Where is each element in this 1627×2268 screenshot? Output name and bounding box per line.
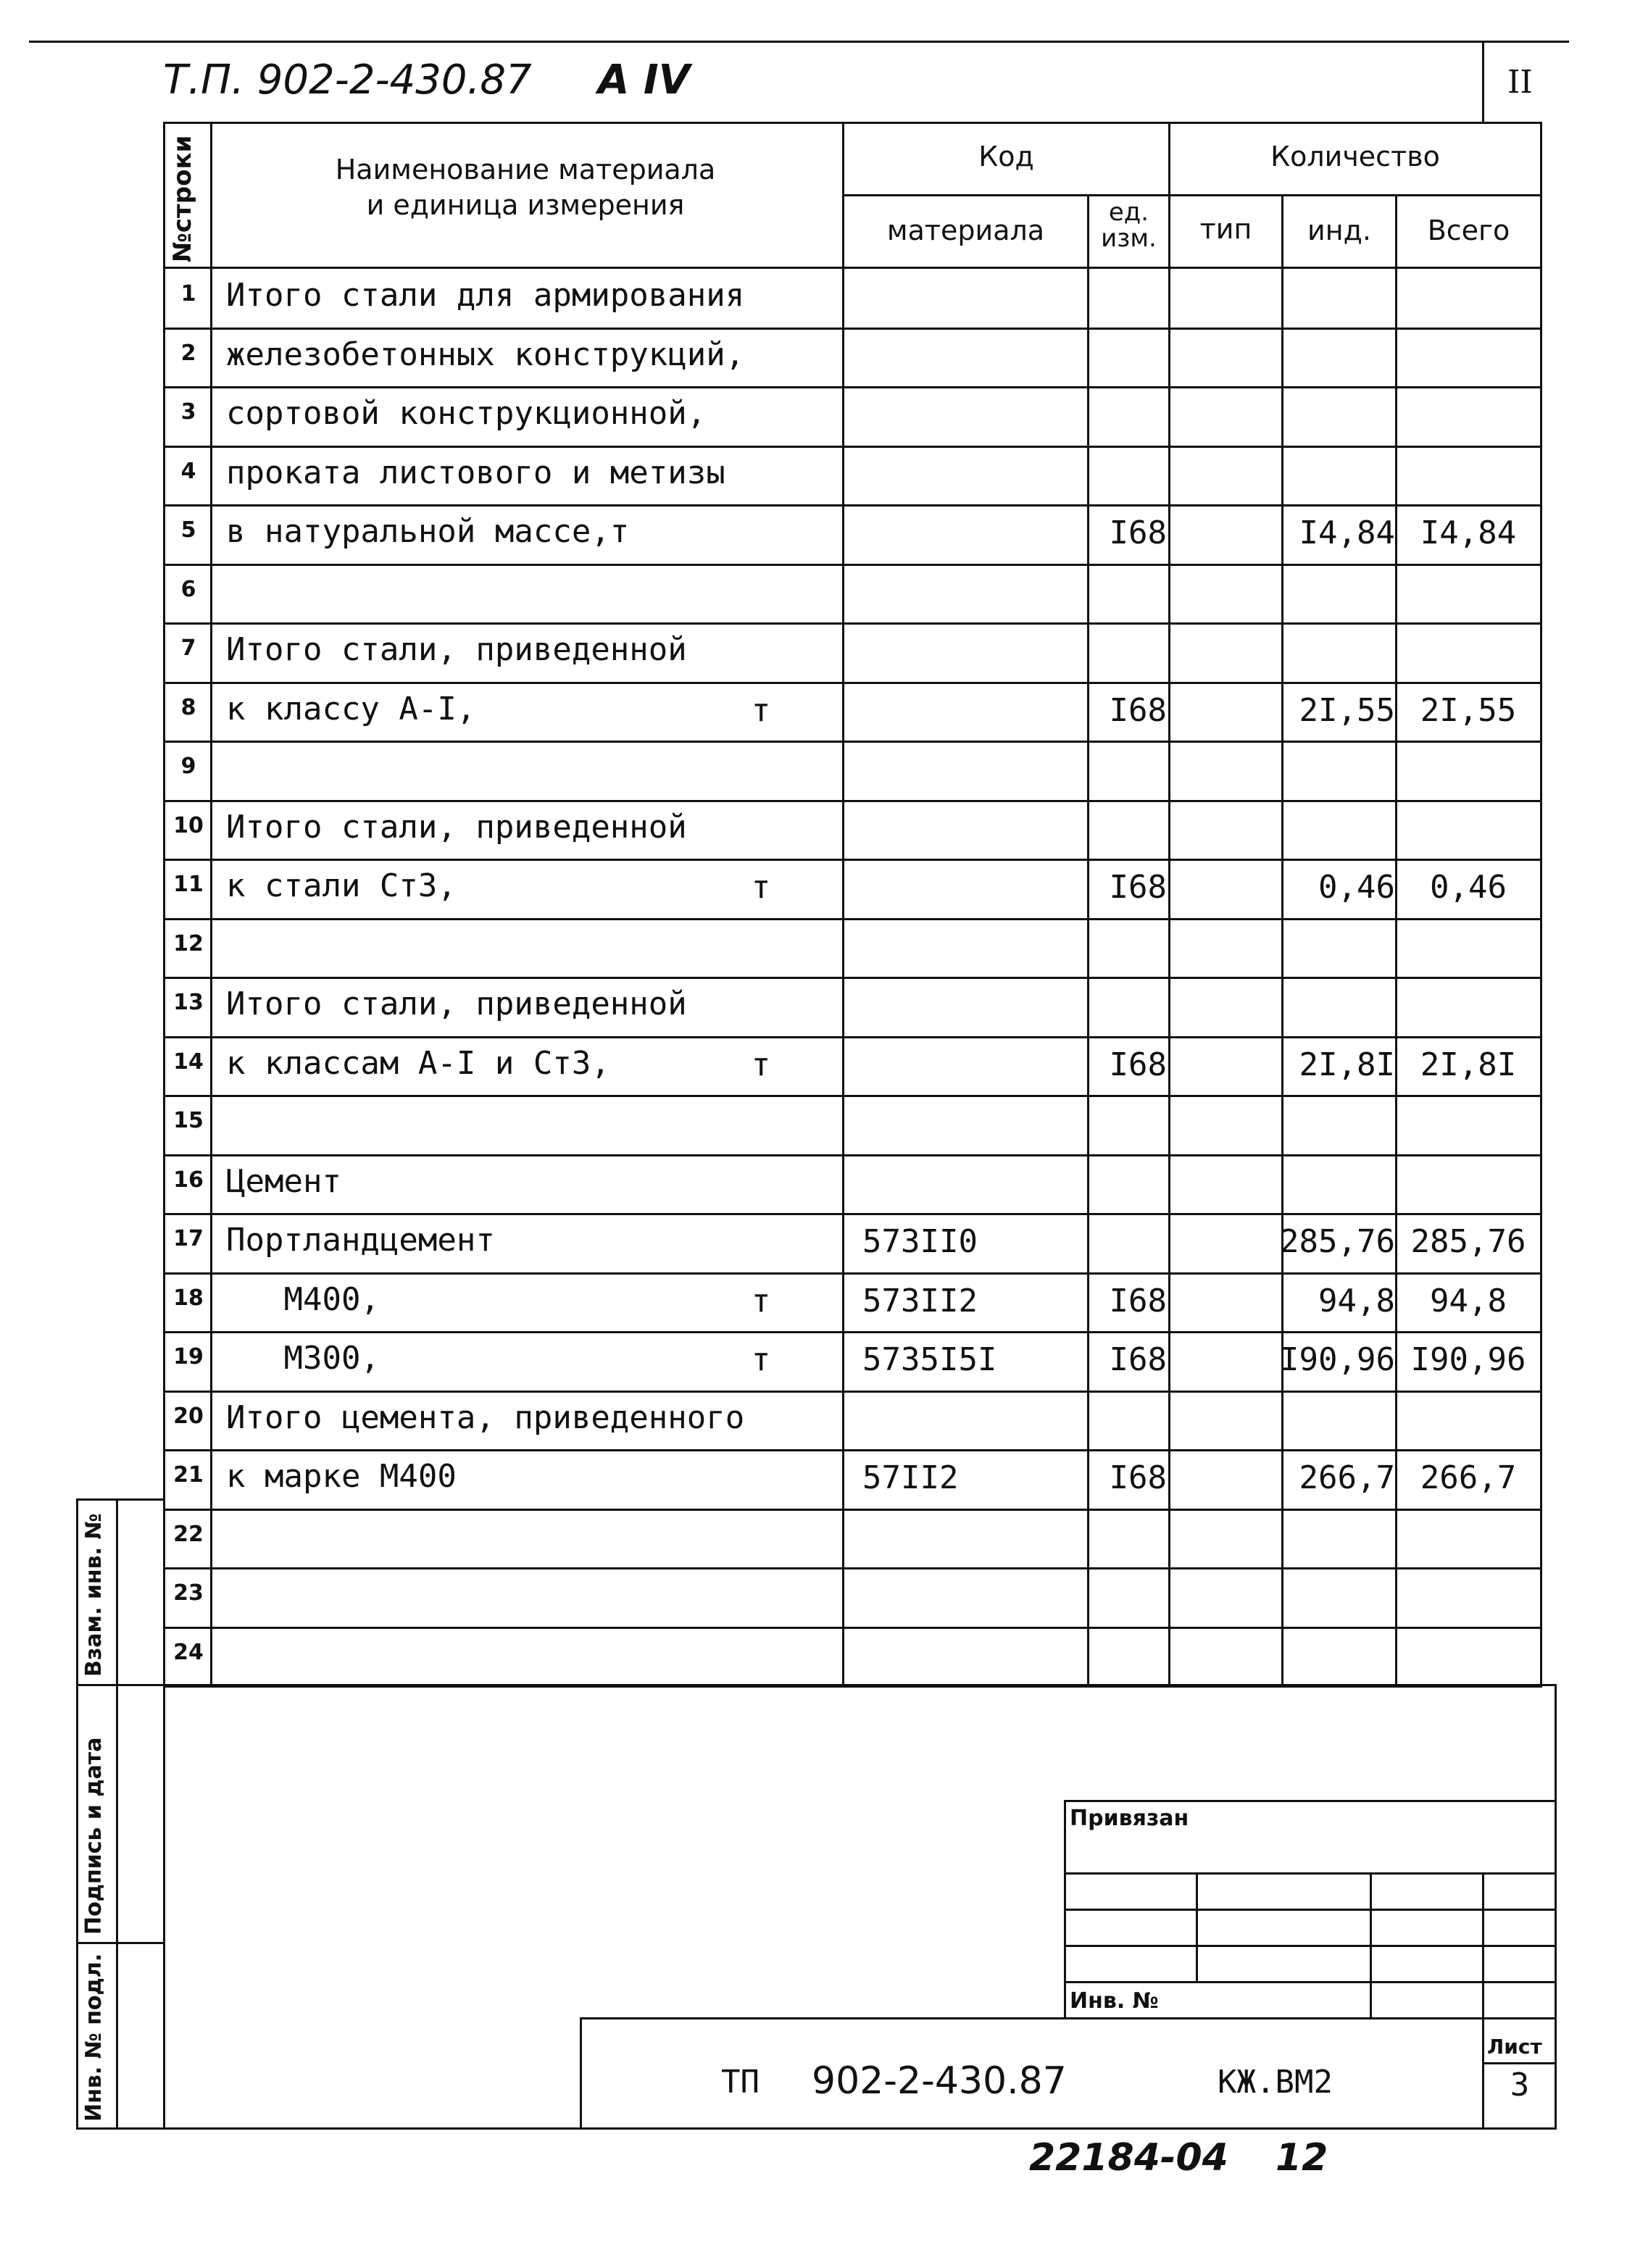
table-cell-name: к стали Ст3, [226, 867, 457, 904]
table-cell-name: к классу А-I, [226, 691, 476, 727]
stamp-grid-v3 [1482, 1872, 1484, 2017]
stamp-privyazan-label: Привязан [1070, 1806, 1189, 1831]
table-cell-n: 6 [180, 577, 196, 602]
table-cell-name: сортовой конструкционной, [226, 395, 707, 432]
table-cell-n: 9 [180, 754, 196, 779]
table-row-divider [163, 1154, 1542, 1156]
header-code-unit-line1: ед. [1108, 198, 1149, 227]
header-row-number: №строки [168, 135, 197, 262]
table-cell-n: 4 [180, 459, 196, 484]
header-code-unit [1089, 200, 1168, 251]
album-number: А IV [598, 57, 691, 104]
table-cell-name: проката листового и метизы [226, 454, 725, 491]
stamp-list-left [1482, 2017, 1484, 2129]
col-line-mat [1087, 194, 1089, 1684]
table-cell-u: т [751, 1283, 771, 1319]
frame-top [163, 1684, 1557, 1686]
table-row-divider [163, 504, 1542, 506]
side-label-zam-inv: Взам. инв. № [81, 1513, 107, 1677]
table-cell-n: 17 [173, 1226, 204, 1251]
table-row-divider [163, 1627, 1542, 1629]
table-row-divider [163, 859, 1542, 861]
table-cell-n: 19 [173, 1344, 204, 1369]
table-cell-unit: I68 [1109, 692, 1167, 729]
table-cell-ind: 94,8 [1318, 1283, 1395, 1319]
side-strip-line2 [76, 1942, 163, 1944]
header-bottom-line [163, 267, 1542, 269]
table-cell-total: 2I,55 [1420, 692, 1517, 729]
header-name-line2: и единица измерения [366, 189, 685, 222]
table-cell-u: т [751, 1046, 771, 1083]
side-label-podpis: Подпись и дата [81, 1737, 107, 1935]
table-row-divider [163, 446, 1542, 448]
table-cell-n: 18 [173, 1285, 204, 1311]
header-mid-line [842, 194, 1542, 196]
table-cell-ind: 2I,55 [1299, 692, 1395, 729]
table-cell-total: 266,7 [1420, 1459, 1517, 1496]
table-cell-total: 285,76 [1410, 1223, 1526, 1260]
table-cell-ind: 0,46 [1318, 869, 1395, 906]
table-row-divider [163, 682, 1542, 684]
table-cell-mat: 573II0 [862, 1223, 978, 1260]
table-row-divider [163, 1213, 1542, 1215]
table-cell-name: к марке М400 [226, 1458, 457, 1495]
table-cell-name: в натуральной массе,т [226, 513, 630, 550]
header-code-unit-line2: изм. [1101, 223, 1157, 253]
table-cell-unit: I68 [1109, 1046, 1167, 1083]
table-row-divider [163, 1095, 1542, 1097]
table-cell-name: Итого стали, приведенной [226, 809, 687, 846]
stamp-title-top [580, 2017, 1557, 2019]
stamp-list-value: 3 [1510, 2067, 1530, 2104]
table-row-divider [163, 328, 1542, 330]
table-cell-n: 13 [173, 990, 204, 1015]
table-cell-total: I90,96 [1410, 1341, 1526, 1378]
doc-code: Т.П. 902-2-430.87 [163, 57, 532, 104]
table-cell-ind: 285,76 [1280, 1223, 1395, 1260]
table-cell-name: Итого стали, приведенной [226, 631, 687, 668]
header-name-line1: Наименование материала [335, 154, 716, 185]
table-cell-n: 5 [180, 517, 196, 543]
table-cell-n: 24 [173, 1640, 204, 1665]
table-cell-n: 15 [173, 1108, 204, 1133]
table-row-divider [163, 977, 1542, 979]
header-q-total: Всего [1427, 214, 1510, 246]
stamp-list-label: Лист [1487, 2035, 1542, 2059]
header-name [214, 152, 837, 224]
table-cell-u: т [751, 869, 771, 906]
stamp-privyazan-top [1064, 1800, 1557, 1802]
footer-page-number: 12 [1276, 2136, 1328, 2180]
sheet-page: II [1507, 64, 1533, 101]
table-row-divider [163, 1272, 1542, 1275]
frame-left [163, 1684, 165, 2129]
table-cell-unit: I68 [1109, 1283, 1167, 1319]
table-cell-n: 23 [173, 1580, 204, 1606]
table-cell-unit: I68 [1109, 1341, 1167, 1378]
table-cell-name: Итого стали, приведенной [226, 985, 687, 1022]
table-cell-n: 8 [180, 695, 196, 720]
table-cell-n: 3 [180, 399, 196, 425]
table-cell-name: Итого стали для армирования [226, 277, 745, 314]
table-cell-total: I4,84 [1420, 514, 1517, 551]
table-row-divider [163, 1449, 1542, 1451]
table-cell-mat: 573II2 [862, 1283, 978, 1319]
table-cell-name: Портландцемент [226, 1222, 495, 1259]
side-label-inv-podl: Инв. № подл. [81, 1953, 107, 2122]
table-cell-n: 22 [173, 1522, 204, 1547]
header-top-line [163, 122, 1542, 124]
table-row-divider [163, 800, 1542, 802]
table-cell-ind: 2I,8I [1299, 1046, 1395, 1083]
col-line-ind [1395, 194, 1397, 1684]
table-cell-unit: I68 [1109, 869, 1167, 906]
header-quantity: Количество [1270, 141, 1440, 172]
table-cell-n: 7 [180, 635, 196, 661]
table-cell-n: 2 [180, 341, 196, 366]
table-cell-name: М300, [226, 1340, 380, 1377]
table-cell-n: 10 [173, 813, 204, 838]
stamp-doc-suffix: КЖ.ВМ2 [1218, 2064, 1333, 2101]
table-row-divider [163, 386, 1542, 388]
stamp-inv-label: Инв. № [1070, 1988, 1159, 2014]
stamp-doc-prefix: ТП [721, 2064, 760, 2101]
table-cell-n: 1 [180, 281, 196, 307]
side-strip-top [76, 1498, 163, 1501]
table-cell-total: 94,8 [1430, 1283, 1507, 1319]
side-strip-mid [116, 1498, 118, 2129]
table-row-divider [163, 1509, 1542, 1511]
table-cell-n: 20 [173, 1404, 204, 1429]
table-row-divider [163, 741, 1542, 743]
header-q-ind: инд. [1307, 214, 1371, 246]
table-cell-u: т [751, 1341, 771, 1378]
stamp-doc-number: 902-2-430.87 [812, 2059, 1067, 2103]
table-cell-mat: 5735I5I [862, 1341, 997, 1378]
table-cell-unit: I68 [1109, 1459, 1167, 1496]
table-cell-name: Цемент [226, 1163, 341, 1200]
frame-bottom [76, 2127, 1557, 2130]
table-cell-ind: 266,7 [1299, 1459, 1395, 1496]
table-cell-n: 14 [173, 1049, 204, 1075]
stamp-grid-v2 [1370, 1872, 1372, 2017]
top-rule [29, 41, 1569, 43]
table-row-divider [163, 622, 1542, 625]
table-cell-n: 12 [173, 931, 204, 956]
table-row-divider [163, 1036, 1542, 1038]
table-cell-name: Итого цемента, приведенного [226, 1399, 745, 1436]
table-cell-u: т [751, 692, 771, 729]
side-strip-left [76, 1498, 78, 2129]
side-strip-line1 [76, 1684, 163, 1686]
table-cell-n: 11 [173, 872, 204, 897]
footer-archive-number: 22184-04 [1029, 2136, 1228, 2180]
table-cell-n: 21 [173, 1462, 204, 1488]
table-cell-total: 2I,8I [1420, 1046, 1517, 1083]
header-code-material: материала [886, 214, 1045, 246]
table-cell-mat: 57II2 [862, 1459, 959, 1496]
header-code: Код [978, 141, 1034, 172]
table-row-divider [163, 918, 1542, 920]
table-cell-name: М400, [226, 1281, 380, 1318]
table-cell-unit: I68 [1109, 514, 1167, 551]
table-cell-total: 0,46 [1430, 869, 1507, 906]
table-row-divider [163, 1331, 1542, 1333]
table-row-divider [163, 1567, 1542, 1569]
table-cell-ind: I90,96 [1280, 1341, 1395, 1378]
table-cell-name: железобетонных конструкций, [226, 336, 745, 373]
header-q-type: тип [1199, 213, 1252, 245]
table-cell-n: 16 [173, 1167, 204, 1193]
table-cell-name: к классам А-I и Ст3, [226, 1045, 610, 1082]
stamp-grid-v1 [1196, 1872, 1198, 1981]
table-row-divider [163, 564, 1542, 566]
stamp-title-left [580, 2017, 582, 2129]
top-right-divider [1482, 42, 1484, 122]
table-cell-ind: I4,84 [1299, 514, 1395, 551]
stamp-list-mid [1482, 2062, 1557, 2064]
table-row-divider [163, 1391, 1542, 1393]
